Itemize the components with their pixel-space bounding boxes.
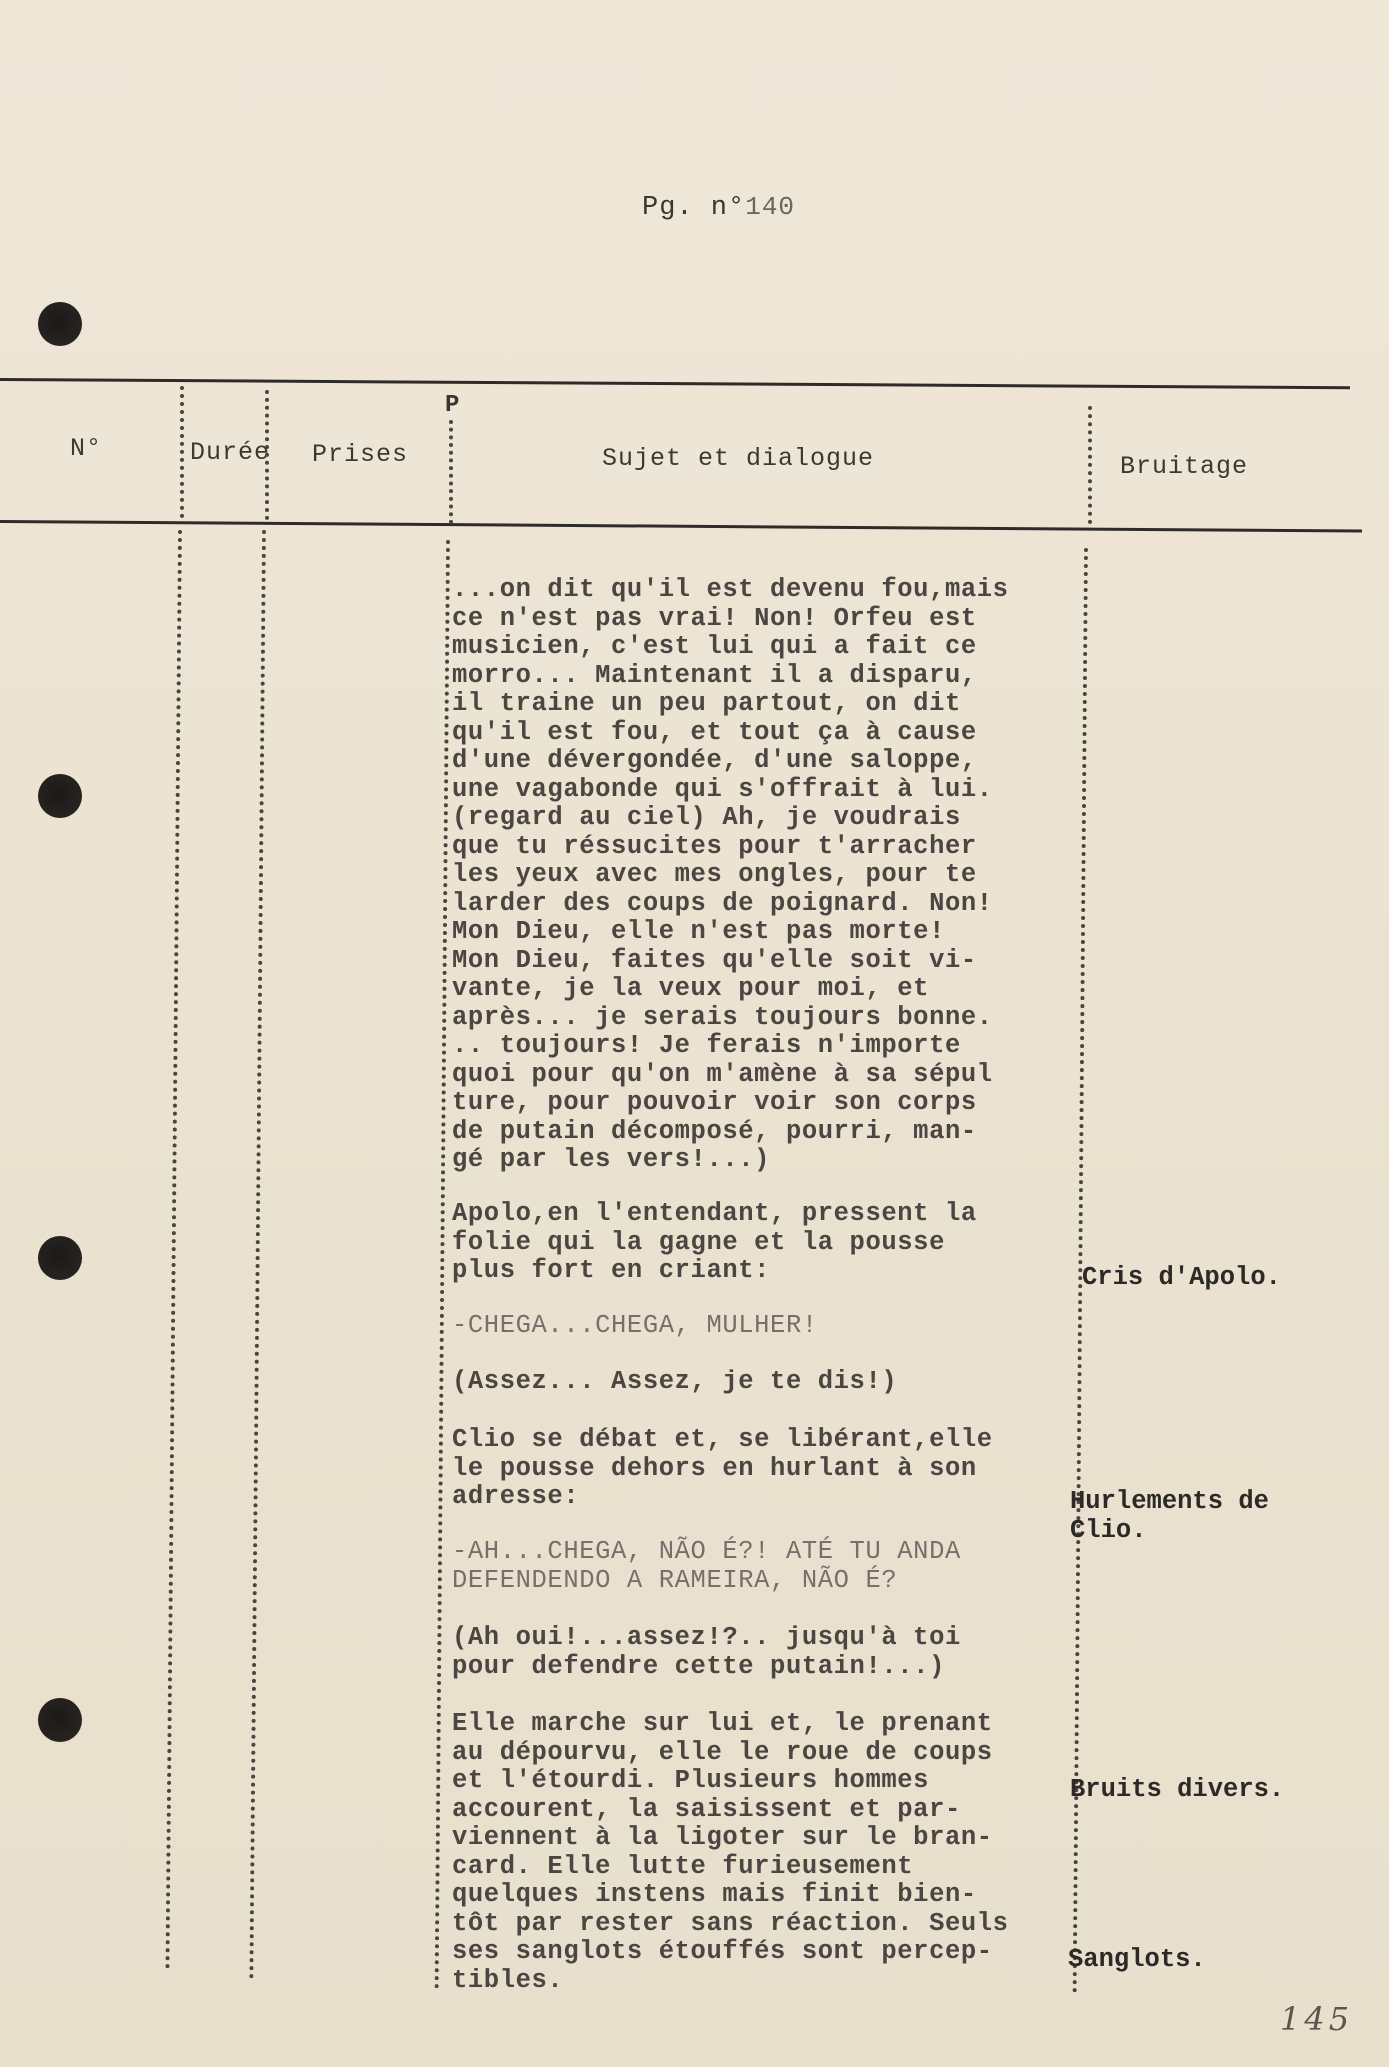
- dialogue-block-2: Apolo,en l'entendant, pressent la folie qui la gagne et la pousse plus fort en criant:: [452, 1199, 977, 1285]
- dialogue-block-1: ...on dit qu'il est devenu fou,mais ce n'est pas vrai! Non! Orfeu est musicien, c'est lui qui a fait ce morro... Maintenant il a disparu, il traine un peu partout, on dit qu'il est fou, et tout ça à cause d'une dévergondée, d'une saloppe, une vagabonde qui s'offrait à lui. (regard au ciel) Ah, je voudrais que tu réssucites pour t'arracher les yeux avec mes ongles, pour te larder des coups de poignard. Non! Mon Dieu, elle n'est pas morte! Mon Dieu, faites qu'elle soit vi- vante, je la veux pour moi, et après... je serais toujours bonne. .. toujours! Je ferais n'importe quoi pour qu'on m'amène à sa sépul ture, pour pouvoir voir son corps de putain décomposé, pourri, man- gé par les vers!...): [452, 575, 1009, 1174]
- separator-header-3: [449, 420, 453, 524]
- page-ref-prefix: Pg. n°: [642, 193, 746, 223]
- header-duree: Durée: [190, 438, 271, 467]
- punch-hole-4: [38, 1698, 82, 1742]
- dialogue-block-4: (Assez... Assez, je te dis!): [452, 1367, 898, 1396]
- header-sujet: Sujet et dialogue: [602, 444, 875, 473]
- bruitage-cue-1: Cris d'Apolo.: [1082, 1263, 1281, 1292]
- separator-header-2: [265, 390, 269, 520]
- separator-body-1: [165, 530, 182, 1970]
- header-bottom-rule: [0, 520, 1362, 533]
- header-p: P: [445, 392, 460, 419]
- folio-number: 145: [1280, 2000, 1354, 2038]
- separator-header-1: [180, 386, 184, 518]
- header-no: N°: [70, 434, 103, 463]
- bruitage-cue-2: Hurlements de Clio.: [1070, 1487, 1269, 1545]
- separator-body-2: [249, 530, 266, 1980]
- punch-hole-3: [38, 1236, 82, 1280]
- punch-hole-1: [38, 302, 82, 346]
- header-top-rule: [0, 378, 1350, 389]
- page-ref-number: 140: [745, 192, 796, 222]
- dialogue-block-5: Clio se débat et, se libérant,elle le pousse dehors en hurlant à son adresse:: [452, 1425, 993, 1511]
- page-reference: [642, 192, 795, 223]
- bruitage-cue-3: Bruits divers.: [1070, 1775, 1285, 1804]
- dialogue-block-6: -AH...CHEGA, NÃO É?! ATÉ TU ANDA DEFENDENDO A RAMEIRA, NÃO É?: [452, 1537, 961, 1595]
- punch-hole-2: [38, 774, 82, 818]
- dialogue-block-3: -CHEGA...CHEGA, MULHER!: [452, 1311, 818, 1340]
- header-bruitage: Bruitage: [1120, 452, 1249, 481]
- dialogue-block-8: Elle marche sur lui et, le prenant au dépourvu, elle le roue de coups et l'étourdi. Plusieurs hommes accourent, la saisissent et par- viennent à la ligoter sur le bran- card. Elle lutte furieusement quelques instens mais finit bien- tôt par rester sans réaction. Seuls ses sanglots étouffés sont percep- tibles.: [452, 1709, 1009, 1995]
- separator-body-3: [435, 540, 450, 1990]
- separator-header-4: [1088, 406, 1092, 524]
- bruitage-cue-4: Sanglots.: [1068, 1945, 1206, 1974]
- header-prises: Prises: [312, 440, 409, 469]
- dialogue-block-7: (Ah oui!...assez!?.. jusqu'à toi pour defendre cette putain!...): [452, 1623, 961, 1681]
